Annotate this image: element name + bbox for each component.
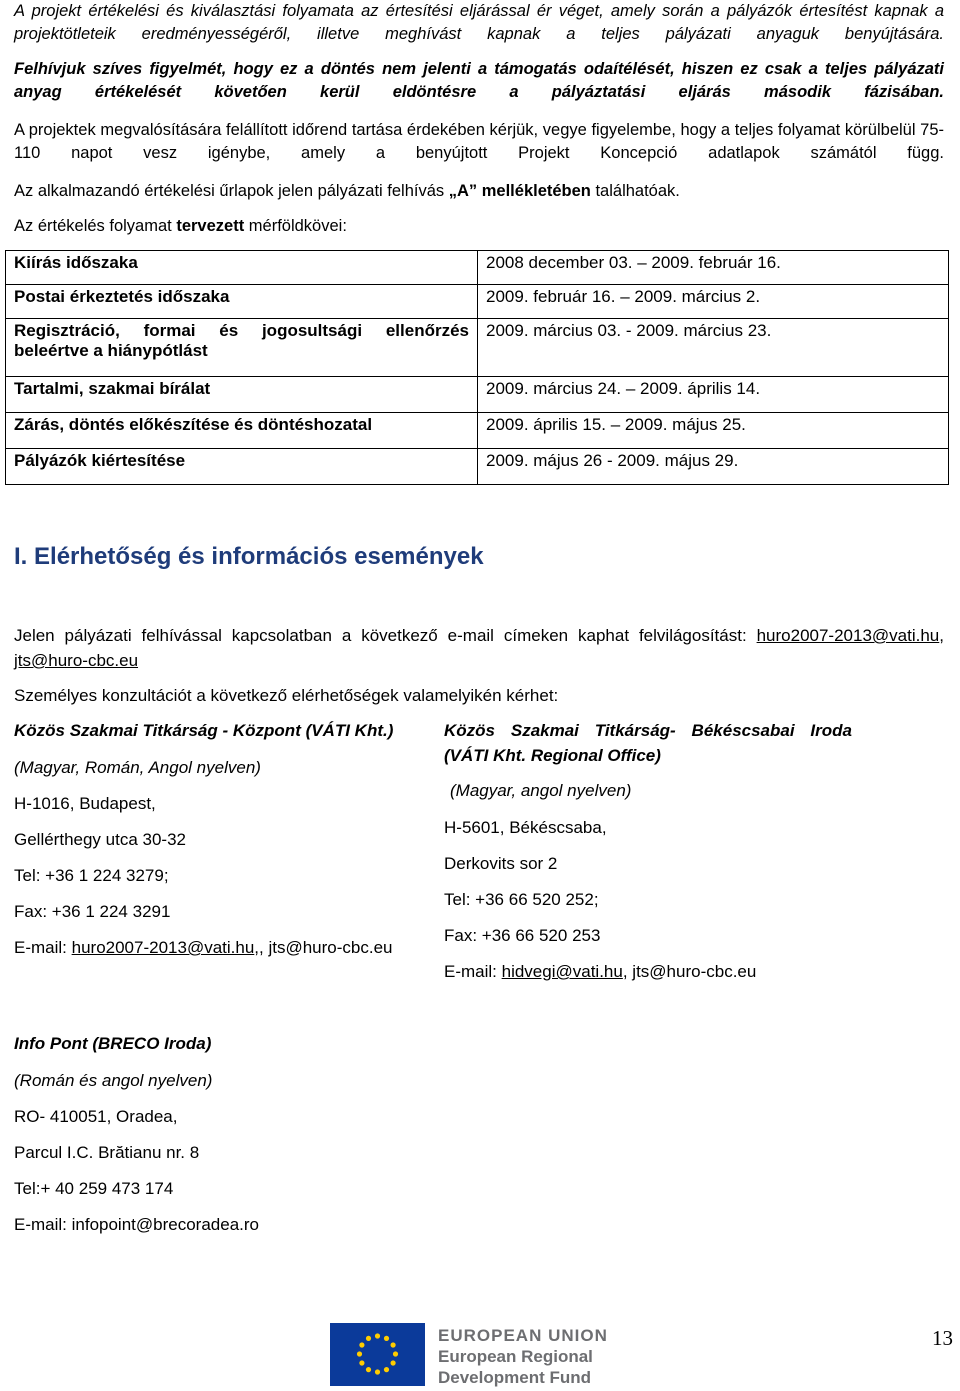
text: találhatóak. (590, 182, 680, 200)
info-point-email: E-mail: infopoint@brecoradea.ro (14, 1215, 259, 1234)
eu-line-2: European Regional (438, 1347, 593, 1366)
office-title: Közös Szakmai Titkárság - Központ (VÁTI Kht.) (14, 721, 394, 740)
milestone-dates: 2009. február 16. – 2009. március 2. (478, 285, 949, 319)
email-link-huro[interactable]: huro2007-2013@vati.hu (756, 626, 940, 645)
email-rest: , jts@huro-cbc.eu (622, 962, 757, 981)
info-point-street: Parcul I.C. Brătianu nr. 8 (14, 1143, 200, 1162)
office-languages: (Magyar, angol nyelven) (450, 781, 632, 800)
section-title: Elérhetőség és információs események (27, 543, 484, 570)
eu-line-3: Development Fund (438, 1368, 592, 1387)
office-email (14, 937, 393, 959)
email-link[interactable]: huro2007-2013@vati.hu (71, 938, 255, 957)
section-heading (14, 543, 484, 571)
intro-paragraph-1: A projekt értékelési és kiválasztási folyamata az értesítési eljárással ér véget, amely során a pályázók értesítést kapnak a projektötleteik eredményességéről, illetve meghívást kapnak a teljes pályázati anyaguk benyújtására. (14, 2, 944, 43)
table-row (6, 413, 949, 449)
info-point-title: Info Pont (BRECO Iroda) (14, 1034, 212, 1053)
milestone-dates: 2009. március 03. - 2009. március 23. (478, 319, 949, 377)
milestone-label: Pályázók kiértesítése (6, 449, 478, 485)
contact-paragraph (14, 623, 944, 648)
office-city: H-1016, Budapest, (14, 794, 156, 813)
eu-fund-logo-text (438, 1325, 608, 1388)
office-street: Gellérthegy utca 30-32 (14, 830, 186, 849)
office-languages: (Magyar, Román, Angol nyelven) (14, 758, 261, 777)
milestone-label: Regisztráció, formai és jogosultsági ellenőrzés beleértve a hiánypótlást (6, 319, 478, 377)
text: Jelen pályázati felhívással kapcsolatban a következő e-mail címeken kaphat felvilágosítást: (14, 626, 757, 645)
page-number: 13 (932, 1326, 953, 1350)
text: mérföldkövei: (244, 217, 347, 235)
text: Az értékelés folyamat (14, 217, 177, 235)
table-row (6, 251, 949, 285)
email-label: E-mail: (444, 962, 502, 981)
text: Az alkalmazandó értékelési űrlapok jelen pályázati felhívás (14, 182, 449, 200)
office-tel: Tel: +36 66 520 252; (444, 890, 599, 909)
email-rest: ,, jts@huro-cbc.eu (254, 938, 393, 957)
office-city: H-5601, Békéscsaba, (444, 818, 607, 837)
milestone-label: Tartalmi, szakmai bírálat (6, 377, 478, 413)
info-point-languages: (Román és angol nyelven) (14, 1071, 213, 1090)
email-link-jts[interactable]: jts@huro-cbc.eu (14, 651, 139, 670)
milestone-dates: 2009. május 26 - 2009. május 29. (478, 449, 949, 485)
eu-line-1: EUROPEAN UNION (438, 1326, 608, 1345)
intro-paragraph-5 (14, 215, 944, 238)
email-label: E-mail: (14, 938, 72, 957)
planned-emphasis: tervezett (176, 217, 245, 235)
office-street: Derkovits sor 2 (444, 854, 558, 873)
office-title-line1: Közös Szakmai Titkárság- Békéscsabai Iroda (444, 721, 852, 740)
milestones-table (5, 250, 949, 485)
milestone-dates: 2008 december 03. – 2009. február 16. (478, 251, 949, 285)
intro-paragraph-3: A projektek megvalósítására felállított időrend tartása érdekében kérjük, vegye figyelembe, hogy a teljes folyamat körülbelül 75-110 napot vesz igénybe, amely a benyújtott Projekt Koncepció adatlapok számától függ. (14, 121, 944, 162)
table-row (6, 319, 949, 377)
office-email (444, 961, 756, 983)
email-link[interactable]: hidvegi@vati.hu (501, 962, 623, 981)
office-title-line2: (VÁTI Kht. Regional Office) (444, 746, 661, 765)
text: , (939, 626, 944, 645)
milestone-label: Postai érkeztetés időszaka (6, 285, 478, 319)
intro-paragraph-4 (14, 180, 944, 203)
annex-ref: „A” mellékletében (448, 182, 591, 200)
intro-paragraph-2: Felhívjuk szíves figyelmét, hogy ez a döntés nem jelenti a támogatás odaítélését, hiszen ez csak a teljes pályázati anyag értékelését követően kerül eldöntésre a pályáztatási eljárás második fázisában. (14, 60, 944, 101)
milestone-dates: 2009. március 24. – 2009. április 14. (478, 377, 949, 413)
milestone-label: Zárás, döntés előkészítése és döntéshozatal (6, 413, 478, 449)
section-number: I. (14, 543, 28, 570)
eu-stars-icon (330, 1323, 425, 1386)
milestone-dates: 2009. április 15. – 2009. május 25. (478, 413, 949, 449)
office-tel: Tel: +36 1 224 3279; (14, 866, 169, 885)
table-row (6, 449, 949, 485)
consultation-paragraph: Személyes konzultációt a következő elérhetőségek valamelyikén kérhet: (14, 686, 559, 705)
table-row (6, 285, 949, 319)
office-fax: Fax: +36 1 224 3291 (14, 902, 171, 921)
office-fax: Fax: +36 66 520 253 (444, 926, 601, 945)
info-point-city: RO- 410051, Oradea, (14, 1107, 178, 1126)
contact-paragraph-cont (14, 648, 944, 673)
info-point-tel: Tel:+ 40 259 473 174 (14, 1179, 174, 1198)
table-row (6, 377, 949, 413)
milestone-label: Kiírás időszaka (6, 251, 478, 285)
eu-flag-icon (330, 1323, 425, 1386)
